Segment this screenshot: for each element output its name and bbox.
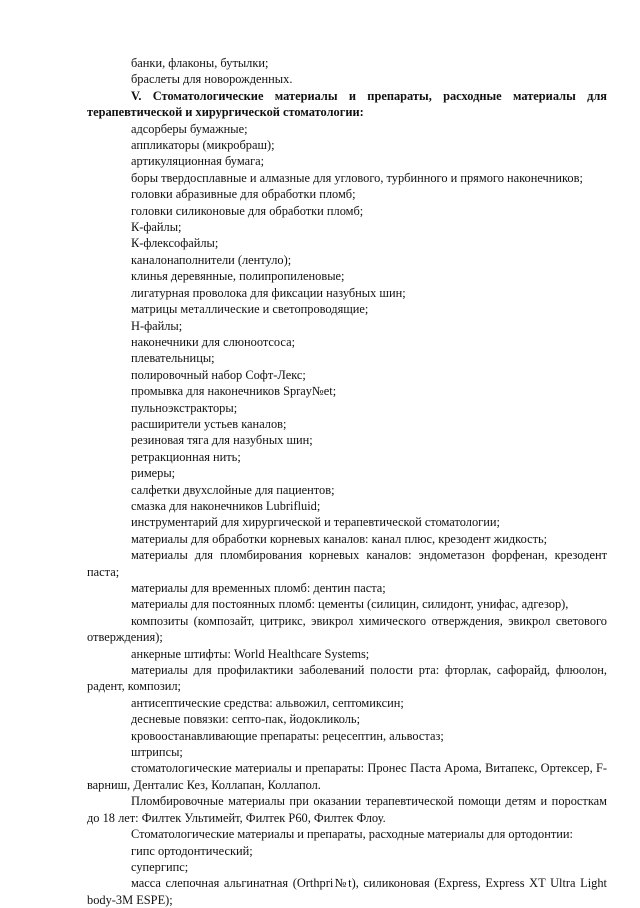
list-item: промывка для наконечников Spray№et; <box>131 384 337 399</box>
list-item: К-флексофайлы; <box>131 236 219 251</box>
list-item: кровоостанавливающие препараты: рецесептин, альвостаз; <box>131 728 444 743</box>
list-item: инструментарий для хирургической и терапевтической стоматологии; <box>131 515 500 530</box>
document-page <box>87 55 607 908</box>
list-item: Пломбировочные материалы при оказании терапевтической помощи детям и пороcткам до 18 лет: Филтек Ультимейт, Филтек Р60, Филтек Флоу. <box>87 794 607 825</box>
list-item: лигатурная проволока для фиксации назубных шин; <box>131 285 406 300</box>
list-item: Н-файлы; <box>131 318 183 333</box>
list-item: штрипсы; <box>131 745 183 760</box>
section-subheading: Стоматологические материалы и препараты, расходные материалы для ортодонтии: <box>131 827 573 842</box>
list-item: материалы для обработки корневых каналов: канал плюс, крезодент жидкость; <box>131 531 548 546</box>
list-item: антисептические средства: альвожил, септомиксин; <box>131 695 404 710</box>
list-item: К-файлы; <box>131 220 182 235</box>
list-item: материалы для профилактики заболеваний полости рта: фторлак, сафорайд, флюолон, радент, композил; <box>87 663 607 694</box>
section-heading: V. Стоматологические материалы и препараты, расходные материалы для терапевтической и хирургической стоматологии: <box>87 88 607 120</box>
list-item: пульноэкстракторы; <box>131 400 238 415</box>
list-item: материалы для постоянных пломб: цементы (силицин, силидонт, унифас, адгезор), <box>131 597 569 612</box>
list-item: супергипс; <box>131 859 189 874</box>
list-item: материалы для пломбирования корневых каналов: эндометазон форфенан, крезодент паста; <box>87 548 607 579</box>
list-item: наконечники для слюноотсоса; <box>131 334 296 349</box>
list-item: артикуляционная бумага; <box>131 154 265 169</box>
list-item: материалы для временных пломб: дентин паста; <box>131 581 386 595</box>
list-item: каналонаполнители (лентуло); <box>131 252 292 267</box>
list-item: плевательницы; <box>131 351 215 366</box>
text-line: браслеты для новорожденных. <box>131 72 293 87</box>
list-item: полировочный набор Софт-Лекс; <box>131 367 306 382</box>
list-item: гипс ортодонтический; <box>131 843 253 858</box>
list-item: салфетки двухслойные для пациентов; <box>131 482 335 497</box>
list-item: композиты (композайт, цитрикс, эвикрол химического отверждения, эвикрол светового отверждения); <box>87 613 607 645</box>
list-item: резиновая тяга для назубных шин; <box>131 433 313 448</box>
list-item: боры твердосплавные и алмазные для углового, турбинного и прямого наконечников; <box>131 170 583 185</box>
list-item: клинья деревянные, полипропиленовые; <box>131 269 345 284</box>
list-item: ретракционная нить; <box>131 449 241 464</box>
list-item: адсорберы бумажные; <box>131 121 248 136</box>
text-line: банки, флаконы, бутылки; <box>131 56 269 70</box>
list-item: римеры; <box>131 466 176 481</box>
list-item: анкерные штифты: World Healthcare Systems; <box>131 646 370 661</box>
list-item: головки силиконовые для обработки пломб; <box>131 203 364 218</box>
list-item: расширители устьев каналов; <box>131 416 287 431</box>
list-item: головки абразивные для обработки пломб; <box>131 187 356 202</box>
list-item: десневые повязки: септо-пак, йодокликоль; <box>131 712 361 727</box>
list-item: матрицы металлические и светопроводящие; <box>131 302 369 317</box>
list-item: смазка для наконечников Lubrifluid; <box>131 498 321 513</box>
list-item: аппликаторы (микробраш); <box>131 138 275 153</box>
list-item: стоматологические материалы и препараты: Пронес Паста Арома, Витапекс, Ортексер, F-варниш, Денталис Кез, Коллапан, Коллапол. <box>87 761 607 792</box>
list-item: масса слепочная альгинатная (Orthpri№t), силиконовая (Express, Express XT Ultra Light body-3M ESPE); <box>87 876 607 907</box>
